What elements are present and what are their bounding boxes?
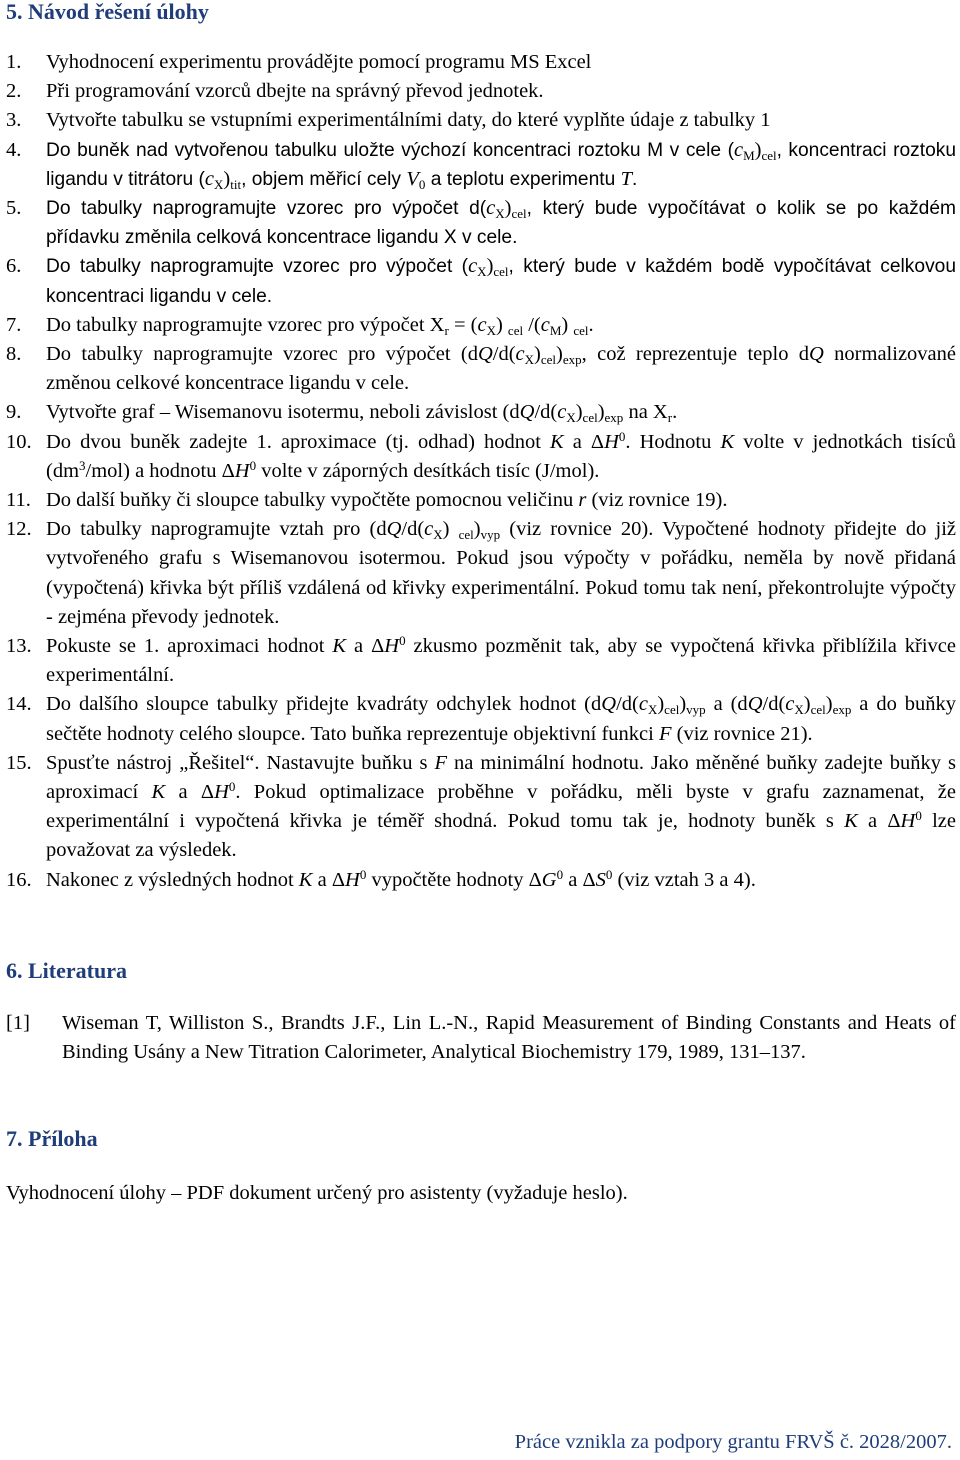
- step-text: Do dalšího sloupce tabulky přidejte kvadráty odchylek hodnot $(dQ/d(c_X)_{cel})_{vyp}$ a $(dQ/d(c_X)_{cel})_{exp}$ a do buňky sečtěte hodnoty celého sloupce. Tato buňka reprezentuje objektivní funkci F (viz rovnice 21).: [46, 693, 956, 745]
- step-text: Do tabulky naprogramujte vzorec pro výpočet $(dQ/d(c_X)_{cel})_{exp}$, což reprezentuje teplo dQ normalizované změnou celkové koncentrace ligandu v cele.: [46, 343, 956, 395]
- grant-footer: Práce vznikla za podpory grantu FRVŠ č. 2028/2007.: [514, 1431, 952, 1453]
- step-number: 14.: [6, 693, 32, 716]
- step-text: Pokuste se 1. aproximaci hodnot K a $\Delta H^0$ zkusmo pozměnit tak, aby se vypočtená křivka přiblížila křivce experimentální.: [46, 633, 956, 687]
- step-item: [6, 136, 956, 194]
- step-number: 1.: [6, 51, 22, 73]
- step-item: [6, 486, 956, 515]
- step-number: 5.: [6, 197, 22, 220]
- reference-number: [1]: [6, 1011, 30, 1034]
- step-item: [6, 48, 956, 77]
- step-number: 11.: [6, 489, 31, 512]
- step-item: [6, 311, 956, 340]
- step-text: Do tabulky naprogramujte vzorec pro výpočet $d(c_X)_{cel}$, který bude vypočítávat o kolik se po každém přídavku změnila celková koncentrace ligandu X v cele.: [46, 197, 956, 249]
- step-text: Vyhodnocení experimentu provádějte pomocí programu MS Excel: [46, 51, 592, 73]
- appendix-text: Vyhodnocení úlohy – PDF dokument určený pro asistenty (vyžaduje heslo).: [6, 1182, 628, 1205]
- step-text: Vytvořte graf – Wisemanovu isotermu, neboli závislost $(dQ/d(c_X)_{cel})_{exp}$ na $X_r$.: [46, 401, 678, 426]
- step-item: [6, 632, 956, 690]
- step-item: [6, 194, 956, 252]
- step-item: [6, 515, 956, 632]
- document-page: [6, 0, 956, 1209]
- step-text: Při programování vzorců dbejte na správný převod jednotek.: [46, 80, 544, 103]
- step-item: [6, 106, 956, 135]
- step-item: [6, 690, 956, 748]
- step-text: Do další buňky či sloupce tabulky vypočtěte pomocnou veličinu r (viz rovnice 19).: [46, 489, 728, 512]
- step-text: Vytvořte tabulku se vstupními experimentálními daty, do které vyplňte údaje z tabulky 1: [46, 109, 771, 132]
- section-5-title: 5. Návod řešení úlohy: [6, 0, 209, 24]
- step-number: 7.: [6, 313, 22, 336]
- step-number: 3.: [6, 109, 22, 132]
- step-item: [6, 428, 956, 486]
- steps-list: [6, 48, 956, 895]
- reference-text: Wiseman T, Williston S., Brandts J.F., Lin L.-N., Rapid Measurement of Binding Constants and Heats of Binding Usány a New Titration Calorimeter, Analytical Biochemistry 179, 1989, 131–137.: [62, 1011, 956, 1064]
- step-text: Do buněk nad vytvořenou tabulku uložte výchozí koncentraci roztoku M v cele $(c_M)_{cel}$, koncentraci roztoku ligandu v titrátoru $(c_X)_{tit}$, objem měřicí cely $V_0$ a teplotu experimentu T.: [46, 138, 957, 192]
- section-6-title: 6. Literatura: [6, 957, 127, 983]
- reference-item: [6, 1009, 956, 1067]
- section-7-title: 7. Příloha: [6, 1126, 98, 1152]
- step-number: 16.: [6, 868, 32, 891]
- step-item: [6, 340, 956, 398]
- step-text: Do tabulky naprogramujte vzorec pro výpočet $(c_X)_{cel}$, který bude v každém bodě vypočítávat celkovou koncentraci ligandu v cele.: [46, 255, 957, 307]
- step-item: [6, 252, 956, 310]
- step-text: Nakonec z výsledných hodnot K a $\Delta H^0$ vypočtěte hodnoty $\Delta G^0$ a $\Delta S^0$ (viz vztah 3 a 4).: [46, 866, 756, 891]
- step-number: 6.: [6, 255, 22, 278]
- step-number: 13.: [6, 635, 32, 658]
- step-number: 8.: [6, 343, 22, 366]
- step-number: 9.: [6, 401, 22, 424]
- step-item: [6, 749, 956, 866]
- step-number: 10.: [6, 430, 32, 453]
- step-text: Spusťte nástroj „Řešitel“. Nastavujte buňku s F na minimální hodnotu. Jako měněné buňky zadejte buňky s aproximací K a $\Delta H^0$. Pokud optimalizace proběhne v pořádku, měli byste v grafu zaznamenat, že experimentální i vypočtená křivka je téměř shodná. Pokud tomu tak je, hodnoty buněk s K a $\Delta H^0$ lze považovat za výsledek.: [46, 751, 956, 862]
- step-number: 2.: [6, 80, 22, 103]
- step-number: 4.: [6, 138, 22, 161]
- step-item: [6, 866, 956, 895]
- step-number: 12.: [6, 518, 32, 541]
- step-number: 15.: [6, 751, 32, 774]
- step-item: [6, 77, 956, 106]
- step-text: Do tabulky naprogramujte vzorec pro výpočet $X_r = (c_X)$ $_{cel}$ $/(c_M)$ $_{cel}$.: [46, 313, 594, 338]
- step-text: Do dvou buněk zadejte 1. aproximace (tj. odhad) hodnot K a $\Delta H^0$. Hodnotu K volte v jednotkách tisíců $(dm^3/mol)$ a hodnotu $\Delta H^0$ volte v záporných desítkách tisíc (J/mol).: [46, 428, 956, 482]
- step-text: Do tabulky naprogramujte vztah pro ($dQ/d(c_X)$ $_{cel})_{vyp}$ (viz rovnice 20). Vypočtené hodnoty přidejte do již vytvořeného grafu s Wisemanovou isotermou. Pokud jsou výpočty v pořádku, neměla by nově přidaná (vypočtená) křivka být příliš vzdálená od křivky experimentální. Pokud tomu tak není, překontrolujte výpočty - zejména převody jednotek.: [46, 518, 956, 628]
- step-item: [6, 398, 956, 427]
